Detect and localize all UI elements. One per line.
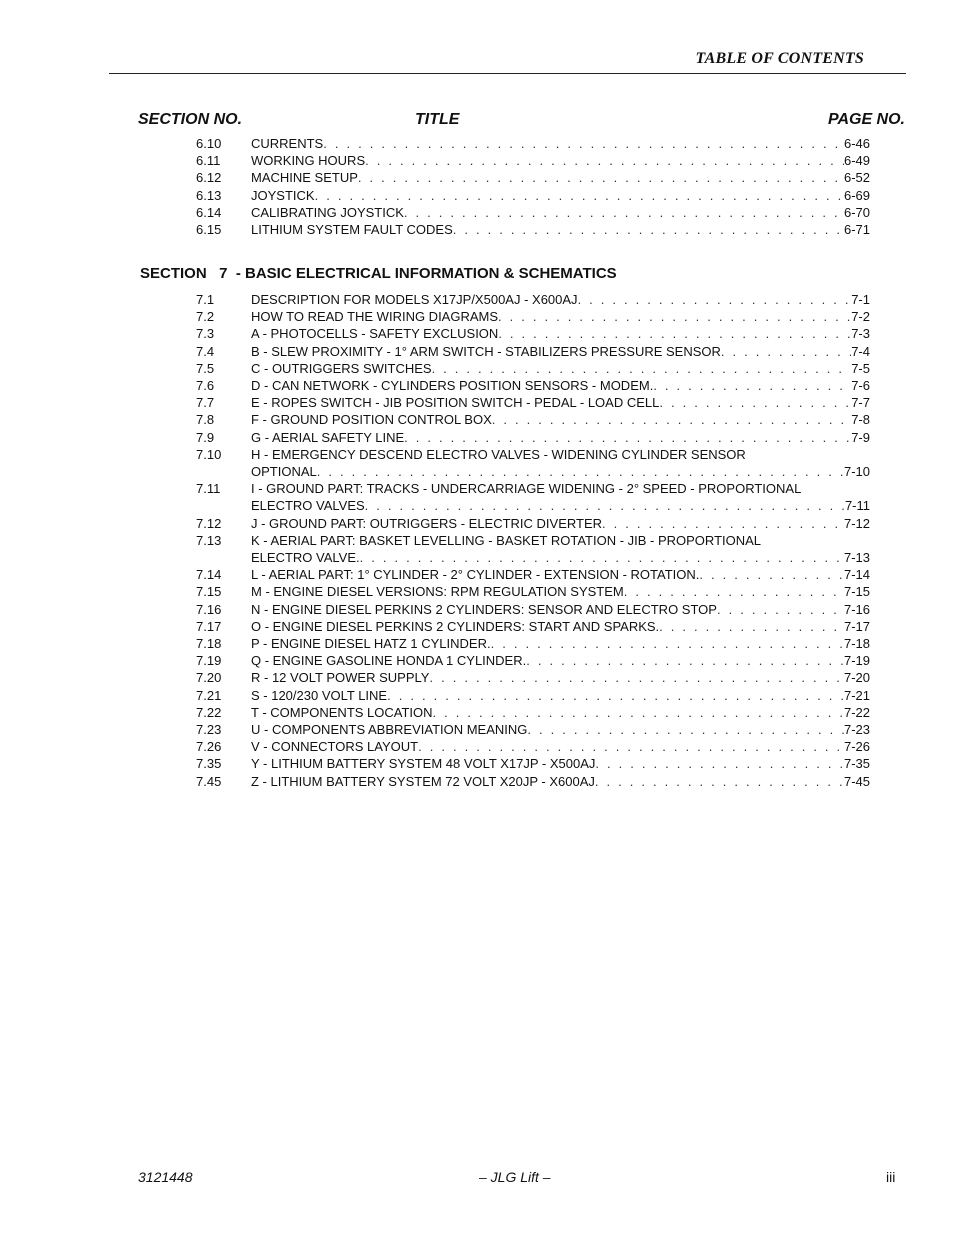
toc-entry-title: J - GROUND PART: OUTRIGGERS - ELECTRIC DIVERTER: [251, 515, 603, 531]
toc-entry[interactable]: [196, 377, 870, 394]
toc-entry-title: G - AERIAL SAFETY LINE: [251, 429, 405, 445]
dot-leader: [659, 618, 844, 635]
toc-entry-title-row: [251, 152, 870, 169]
toc-entry-title: N - ENGINE DIESEL PERKINS 2 CYLINDERS: SENSOR AND ELECTRO STOP: [251, 601, 717, 617]
toc-entry-title-row: [251, 394, 870, 411]
toc-entry-body: [251, 187, 870, 204]
toc-entry-title: C - OUTRIGGERS SWITCHES: [251, 360, 432, 376]
toc-list-section-7: [196, 291, 870, 790]
toc-entry-page: 7-21: [843, 687, 870, 703]
dot-leader: [404, 204, 844, 221]
toc-entry-body: [251, 221, 870, 238]
toc-entry-body: [251, 480, 870, 514]
dot-leader: [365, 152, 844, 169]
dot-leader: [595, 755, 844, 772]
toc-entry-title-row: [251, 135, 870, 152]
dot-leader: [498, 325, 851, 342]
toc-entry-page: 7-2: [851, 309, 870, 325]
dot-leader: [595, 773, 844, 790]
toc-entry-number: 7.13: [196, 532, 222, 548]
toc-entry[interactable]: [196, 446, 870, 480]
toc-entry-title-row: [251, 411, 870, 428]
toc-entry-title-line: H - EMERGENCY DESCEND ELECTRO VALVES - WIDENING CYLINDER SENSOR: [251, 446, 746, 462]
toc-entry-body: [251, 721, 870, 738]
toc-entry-number: 7.15: [196, 584, 222, 600]
toc-entry-title-row: [251, 497, 870, 514]
toc-entry[interactable]: [196, 618, 870, 635]
toc-entry-title: R - 12 VOLT POWER SUPPLY: [251, 670, 430, 686]
toc-entry-title: M - ENGINE DIESEL VERSIONS: RPM REGULATION SYSTEM: [251, 584, 624, 600]
toc-entry-page: 6-69: [843, 187, 870, 203]
toc-entry-body: [251, 204, 870, 221]
toc-entry[interactable]: [196, 291, 870, 308]
dot-leader: [418, 738, 844, 755]
toc-entry-title: DESCRIPTION FOR MODELS X17JP/X500AJ - X600AJ: [251, 292, 578, 307]
toc-entry-title: OPTIONAL: [251, 464, 317, 480]
toc-entry-number: 7.26: [196, 739, 222, 755]
toc-entry-number: 6.12: [196, 170, 222, 186]
dot-leader: [602, 515, 844, 532]
toc-entry[interactable]: [196, 221, 870, 238]
toc-entry-title-line: I - GROUND PART: TRACKS - UNDERCARRIAGE WIDENING - 2° SPEED - PROPORTIONAL: [251, 481, 802, 497]
toc-entry-page: 7-19: [843, 653, 870, 669]
toc-entry-title-row: [251, 583, 870, 600]
dot-leader: [323, 135, 844, 152]
toc-entry-number: 7.35: [196, 756, 222, 772]
toc-entry[interactable]: [196, 360, 870, 377]
toc-entry-body: [251, 687, 870, 704]
toc-entry[interactable]: [196, 135, 870, 152]
toc-entry[interactable]: [196, 152, 870, 169]
toc-entry-number: 7.21: [196, 687, 222, 703]
toc-entry-title: S - 120/230 VOLT LINE: [251, 687, 388, 703]
column-header-section-no: SECTION NO.: [138, 111, 243, 128]
toc-entry-number: 6.15: [196, 222, 222, 238]
toc-entry[interactable]: [196, 308, 870, 325]
toc-entry-body: [251, 583, 870, 600]
toc-entry-number: 7.2: [196, 309, 215, 325]
toc-entry[interactable]: [196, 480, 870, 514]
toc-entry-title-row: [251, 635, 870, 652]
toc-entry-title-row: [251, 343, 870, 360]
toc-entry-title: MACHINE SETUP: [251, 170, 358, 186]
toc-entry[interactable]: [196, 687, 870, 704]
dot-leader: [317, 463, 844, 480]
toc-entry-title-row: [251, 169, 870, 186]
toc-entry-title-row: [251, 687, 870, 704]
toc-entry-body: [251, 704, 870, 721]
toc-entry-title-row: [251, 463, 870, 480]
dot-leader: [578, 291, 852, 308]
toc-entry-title: WORKING HOURS: [251, 153, 366, 169]
dot-leader: [527, 721, 844, 738]
dot-leader: [453, 221, 844, 238]
toc-entry-number: 7.6: [196, 378, 215, 394]
dot-leader: [387, 687, 844, 704]
toc-entry-number: 7.45: [196, 773, 222, 789]
toc-entry-page: 6-71: [843, 222, 870, 238]
toc-entry-page: 7-16: [843, 601, 870, 617]
dot-leader: [404, 429, 851, 446]
toc-entry-number: 7.14: [196, 567, 222, 583]
toc-entry[interactable]: [196, 652, 870, 669]
toc-entry-title-row: [251, 360, 870, 377]
toc-entry-page: 7-17: [843, 618, 870, 634]
toc-entry-page: 7-1: [851, 292, 870, 307]
toc-entry-title-row: [251, 738, 870, 755]
toc-entry-title: F - GROUND POSITION CONTROL BOX: [251, 412, 492, 428]
dot-leader: [717, 601, 844, 618]
toc-entry-body: [251, 152, 870, 169]
toc-entry-page: 7-9: [851, 429, 870, 445]
toc-entry-title-row: [251, 204, 870, 221]
toc-entry-title-row: [251, 669, 870, 686]
toc-entry-title: CURRENTS: [251, 136, 324, 151]
toc-entry-title: LITHIUM SYSTEM FAULT CODES: [251, 222, 453, 238]
dot-leader: [429, 669, 844, 686]
toc-entry-page: 7-7: [851, 395, 870, 411]
toc-entry[interactable]: [196, 704, 870, 721]
dot-leader: [360, 549, 844, 566]
toc-entry-page: 7-8: [851, 412, 870, 428]
toc-entry-body: [251, 135, 870, 152]
toc-entry-title: A - PHOTOCELLS - SAFETY EXCLUSION: [251, 326, 499, 342]
column-header-title: TITLE: [415, 111, 460, 128]
toc-entry-page: 7-45: [843, 773, 870, 789]
toc-entry-body: [251, 532, 870, 566]
toc-entry-body: [251, 773, 870, 790]
toc-entry[interactable]: [196, 532, 870, 566]
toc-entry-page: 7-23: [843, 722, 870, 738]
running-head-title: TABLE OF CONTENTS: [695, 50, 864, 67]
toc-entry-title-row: [251, 704, 870, 721]
toc-entry[interactable]: [196, 601, 870, 618]
toc-entry[interactable]: [196, 773, 870, 790]
toc-entry-page: 7-5: [851, 360, 870, 376]
toc-entry-body: [251, 325, 870, 342]
toc-entry[interactable]: [196, 635, 870, 652]
toc-entry-page: 6-52: [843, 170, 870, 186]
toc-entry-title-row: [251, 429, 870, 446]
toc-entry-page: 6-49: [843, 153, 870, 169]
toc-entry-page: 7-4: [851, 343, 870, 359]
section-7-heading: SECTION 7 - BASIC ELECTRICAL INFORMATION & SCHEMATICS: [140, 265, 617, 282]
header-rule: [109, 73, 906, 74]
toc-entry-body: [251, 652, 870, 669]
toc-entry-body: [251, 515, 870, 532]
toc-entry-title-row: [251, 601, 870, 618]
toc-entry-page: 7-12: [843, 515, 870, 531]
toc-entry[interactable]: [196, 583, 870, 600]
toc-entry-title-row: [251, 566, 870, 583]
toc-entry-body: [251, 411, 870, 428]
footer-page-number: iii: [886, 1169, 896, 1185]
toc-entry-title-row: [251, 773, 870, 790]
toc-entry-body: [251, 377, 870, 394]
toc-entry-page: 7-26: [843, 739, 870, 755]
toc-entry[interactable]: [196, 429, 870, 446]
dot-leader: [699, 566, 844, 583]
toc-entry-title: P - ENGINE DIESEL HATZ 1 CYLINDER.: [251, 636, 491, 652]
toc-entry[interactable]: [196, 343, 870, 360]
toc-entry-body: [251, 446, 870, 480]
toc-entry-body: [251, 169, 870, 186]
toc-entry[interactable]: [196, 204, 870, 221]
toc-entry-title-row: [251, 377, 870, 394]
footer-brand: – JLG Lift –: [479, 1169, 551, 1185]
toc-entry[interactable]: [196, 755, 870, 772]
toc-entry-title-row: [251, 187, 870, 204]
dot-leader: [433, 704, 844, 721]
dot-leader: [659, 394, 851, 411]
toc-entry-number: 7.7: [196, 395, 215, 411]
toc-entry[interactable]: [196, 566, 870, 583]
toc-entry-page: 6-70: [843, 204, 870, 220]
toc-entry-title: CALIBRATING JOYSTICK: [251, 204, 404, 220]
toc-entry-body: [251, 755, 870, 772]
dot-leader: [721, 343, 851, 360]
toc-entry-number: 7.22: [196, 704, 222, 720]
toc-entry-title-row: [251, 618, 870, 635]
toc-entry-body: [251, 738, 870, 755]
toc-entry[interactable]: [196, 669, 870, 686]
toc-entry-page: 7-10: [843, 464, 870, 480]
toc-entry-page: 7-15: [843, 584, 870, 600]
toc-entry-title-row: [251, 652, 870, 669]
toc-entry-body: [251, 601, 870, 618]
toc-entry-number: 7.9: [196, 429, 215, 445]
toc-entry-number: 6.14: [196, 204, 222, 220]
toc-entry-number: 7.19: [196, 653, 222, 669]
dot-leader: [315, 187, 844, 204]
toc-entry-body: [251, 360, 870, 377]
toc-entry-page: 6-46: [843, 136, 870, 151]
toc-entry[interactable]: [196, 738, 870, 755]
toc-entry-title-row: [251, 515, 870, 532]
toc-entry-title: ELECTRO VALVES: [251, 498, 365, 514]
toc-entry-number: 6.11: [196, 153, 221, 169]
toc-entry-page: 7-6: [851, 378, 870, 394]
toc-entry-page: 7-18: [843, 636, 870, 652]
toc-entry-number: 7.5: [196, 360, 215, 376]
footer-doc-number: 3121448: [138, 1169, 193, 1185]
toc-entry-title-row: [251, 291, 870, 308]
toc-entry-body: [251, 343, 870, 360]
dot-leader: [365, 497, 845, 514]
toc-entry[interactable]: [196, 721, 870, 738]
column-header-page-no: PAGE NO.: [827, 111, 905, 128]
toc-entry-body: [251, 566, 870, 583]
toc-entry-title-row: [251, 325, 870, 342]
toc-entry-title: Y - LITHIUM BATTERY SYSTEM 48 VOLT X17JP - X500AJ: [251, 756, 596, 772]
toc-entry-page: 7-20: [843, 670, 870, 686]
toc-entry-title-row: [251, 308, 870, 325]
toc-entry-number: 7.18: [196, 636, 222, 652]
toc-entry-title: Q - ENGINE GASOLINE HONDA 1 CYLINDER.: [251, 653, 527, 669]
toc-entry-number: 7.11: [196, 481, 221, 497]
toc-entry-title: HOW TO READ THE WIRING DIAGRAMS: [251, 309, 499, 325]
toc-entry-page: 7-35: [843, 756, 870, 772]
toc-entry[interactable]: [196, 187, 870, 204]
toc-entry-body: [251, 308, 870, 325]
toc-entry-page: 7-13: [843, 550, 870, 566]
toc-entry-number: 7.4: [196, 343, 215, 359]
toc-entry-number: 7.20: [196, 670, 222, 686]
toc-entry-title-line: K - AERIAL PART: BASKET LEVELLING - BASKET ROTATION - JIB - PROPORTIONAL: [251, 532, 762, 548]
toc-entry-title-row: [251, 755, 870, 772]
toc-entry-body: [251, 635, 870, 652]
dot-leader: [358, 169, 844, 186]
toc-entry-number: 7.8: [196, 412, 215, 428]
toc-entry[interactable]: [196, 394, 870, 411]
toc-entry[interactable]: [196, 515, 870, 532]
toc-entry-title: D - CAN NETWORK - CYLINDERS POSITION SENSORS - MODEM.: [251, 378, 654, 394]
toc-entry-body: [251, 669, 870, 686]
toc-entry-number: 7.12: [196, 515, 222, 531]
toc-entry-page: 7-14: [843, 567, 870, 583]
dot-leader: [498, 308, 851, 325]
toc-entry-title: V - CONNECTORS LAYOUT: [251, 739, 419, 755]
toc-entry-number: 6.10: [196, 136, 222, 151]
dot-leader: [492, 411, 851, 428]
toc-entry[interactable]: [196, 325, 870, 342]
toc-entry-title: U - COMPONENTS ABBREVIATION MEANING: [251, 722, 528, 738]
toc-entry-body: [251, 429, 870, 446]
toc-entry-title: E - ROPES SWITCH - JIB POSITION SWITCH - PEDAL - LOAD CELL: [251, 395, 660, 411]
toc-entry-number: 7.3: [196, 326, 215, 342]
toc-entry-title: Z - LITHIUM BATTERY SYSTEM 72 VOLT X20JP - X600AJ: [251, 773, 595, 789]
toc-entry-title: B - SLEW PROXIMITY - 1° ARM SWITCH - STABILIZERS PRESSURE SENSOR: [251, 343, 721, 359]
toc-entry-title-row: [251, 221, 870, 238]
toc-entry-number: 7.1: [196, 292, 215, 307]
dot-leader: [653, 377, 851, 394]
toc-entry-title: T - COMPONENTS LOCATION: [251, 704, 433, 720]
toc-entry-body: [251, 394, 870, 411]
toc-entry-body: [251, 618, 870, 635]
toc-entry-title-row: [251, 721, 870, 738]
toc-entry-title: O - ENGINE DIESEL PERKINS 2 CYLINDERS: START AND SPARKS.: [251, 618, 660, 634]
toc-entry-number: 7.17: [196, 618, 222, 634]
toc-entry[interactable]: [196, 411, 870, 428]
toc-entry-title-row: [251, 549, 870, 566]
toc-entry-page: 7-3: [851, 326, 870, 342]
toc-entry-title: L - AERIAL PART: 1° CYLINDER - 2° CYLINDER - EXTENSION - ROTATION.: [251, 567, 700, 583]
toc-entry-number: 7.10: [196, 446, 222, 462]
toc-entry-page: 7-11: [844, 498, 870, 514]
toc-entry-number: 6.13: [196, 187, 222, 203]
dot-leader: [624, 583, 844, 600]
toc-entry-page: 7-22: [843, 704, 870, 720]
toc-entry-title: JOYSTICK: [251, 187, 315, 203]
toc-entry-number: 7.16: [196, 601, 222, 617]
toc-entry-number: 7.23: [196, 722, 222, 738]
toc-entry-body: [251, 291, 870, 308]
toc-list-section-6: [196, 135, 870, 238]
toc-entry-title: ELECTRO VALVE.: [251, 550, 360, 566]
dot-leader: [526, 652, 844, 669]
dot-leader: [432, 360, 852, 377]
toc-entry[interactable]: [196, 169, 870, 186]
dot-leader: [491, 635, 844, 652]
